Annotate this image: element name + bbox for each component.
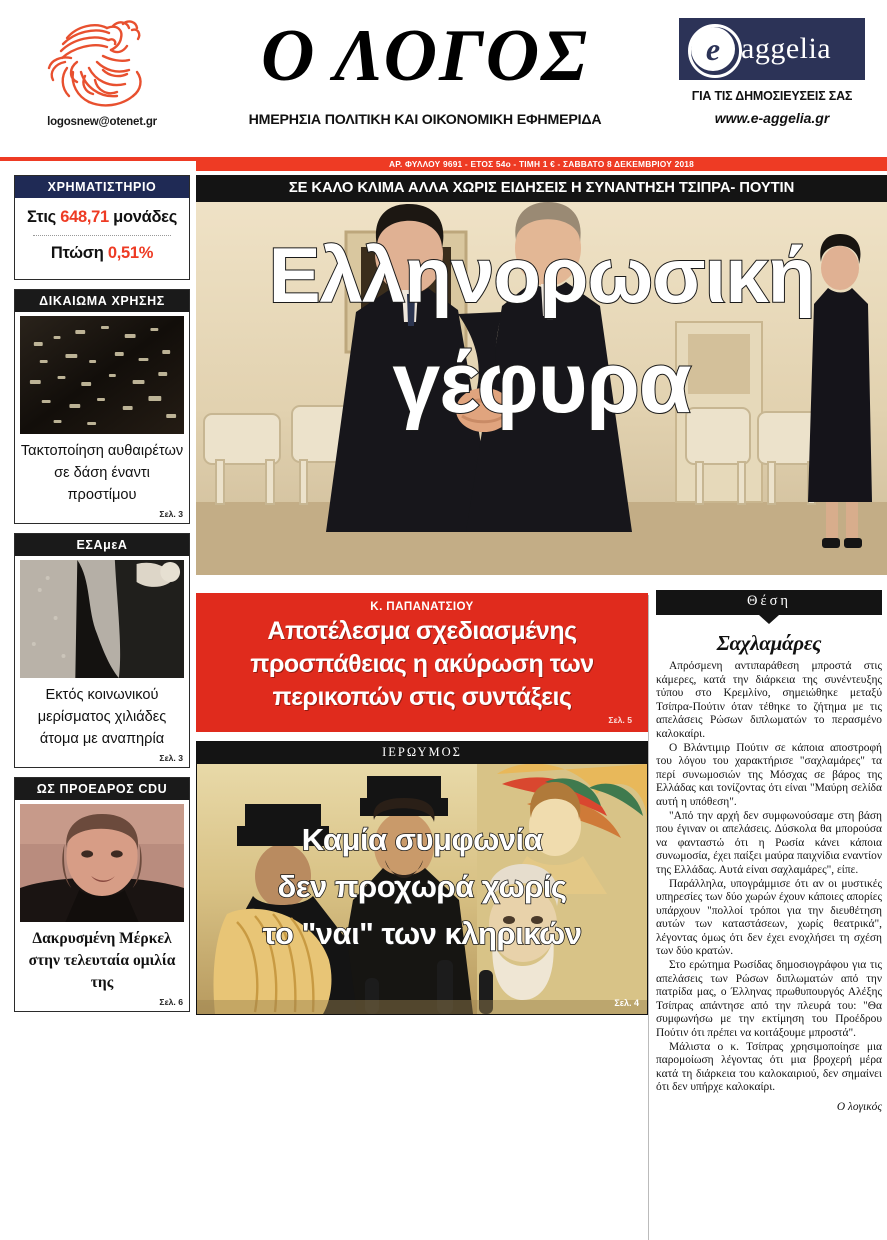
clergy-headline-line3: το "ναι" των κληρικών [262, 916, 582, 951]
opinion-section-header: Θέση [656, 590, 882, 615]
hero-photo-block[interactable] [196, 202, 887, 575]
sidebar-esamea-page-ref: Σελ. 3 [159, 753, 183, 763]
hero-headline-line2: γέφυρα [392, 335, 691, 431]
title-block [195, 14, 655, 128]
sidebar-item-forest[interactable] [14, 289, 190, 524]
sidebar-esamea-caption: Εκτός κοινωνικού μερίσματος χιλιάδες άτομα με αναπηρία [37, 687, 167, 747]
stock-exchange-body [15, 198, 189, 279]
merkel-portrait-photo [20, 804, 184, 922]
pension-kicker: Κ. ΠΑΠΑΝΑΤΣΙΟΥ [370, 600, 474, 613]
datebar-left-stub [0, 157, 196, 161]
clergy-page-ref: Σελ. 4 [614, 998, 639, 1008]
sidebar-merkel-header: ΩΣ ΠΡΟΕΔΡΟΣ CDU [15, 778, 189, 800]
clergy-headline-line2: δεν προχωρά χωρίς [277, 869, 567, 904]
wheelchair-silhouette-photo [20, 560, 184, 678]
sidebar-forest-page-ref: Σελ. 3 [159, 509, 183, 519]
clergy-story-block[interactable] [196, 741, 648, 1015]
stock-change-line [21, 244, 183, 263]
main-content-center [196, 593, 648, 1015]
clergy-kicker: ΙΕΡΩΥΜΟΣ [197, 742, 647, 764]
stock-index-suffix: μονάδες [108, 208, 177, 226]
masthead [0, 0, 887, 155]
opinion-signature: Ο λογικός [836, 1101, 882, 1113]
aggelia-url[interactable]: www.e-aggelia.gr [714, 110, 830, 126]
hero-headline-line1: Ελληνορωσική [268, 231, 815, 319]
logo-email: logosnew@otenet.gr [47, 116, 157, 128]
sidebar-merkel-caption: Δακρυσμένη Μέρκελ στην τελευταία ομιλία της [28, 930, 176, 991]
stock-change-value: 0,51% [107, 244, 154, 262]
paper-subtitle: ΗΜΕΡΗΣΙΑ ΠΟΛΙΤΙΚΗ ΚΑΙ ΟΙΚΟΝΟΜΙΚΗ ΕΦΗΜΕΡΙΔΑ [248, 112, 602, 128]
stock-index-value: 648,71 [60, 208, 109, 226]
opinion-paragraph: Ο Βλάντιμιρ Πούτιν σε κάποια αποστροφή του λόγου του χαρακτήρισε "σαχλαμάρες" τα περί συνωμοσιών της Μόσχας σε βάρος της Ελλάδας και τονίζοντας ότι είναι "Μαύρη σελίδα αυτή η υπόθεση". [656, 741, 882, 808]
stock-exchange-header: ΧΡΗΜΑΤΙΣΤΗΡΙΟ [15, 176, 189, 198]
aggelia-logo [679, 18, 865, 80]
opinion-body [656, 660, 882, 1095]
sidebar-item-esamea[interactable] [14, 533, 190, 768]
opinion-column [656, 590, 882, 1113]
sidebar-forest-caption: Τακτοποίηση αυθαιρέτων σε δάση έναντι προστίμου [20, 443, 184, 503]
aggelia-tagline: ΓΙΑ ΤΙΣ ΔΗΜΟΣΙΕΥΣΕΙΣ ΣΑΣ [691, 89, 853, 103]
aggelia-e-icon: e [691, 27, 735, 71]
hero-headline [196, 231, 887, 431]
opinion-title: Σαχλαμάρες [716, 631, 822, 655]
stock-exchange-card[interactable] [14, 175, 190, 280]
opinion-paragraph: "Από την αρχή δεν συμφωνούσαμε στη βάση που έγιναν οι απελάσεις. Δύσκολα θα μπορούσα να φανταστώ ότι η Ρωσία κάνει κάποια συνωμοσία, έχει παίξει μαύρα παιχνίδια εναντίον της Ελλάδας. Αυτά είναι σαχλαμάρες", είπε. [656, 809, 882, 876]
aggelia-wordmark: aggelia [741, 32, 832, 65]
stock-divider [33, 235, 171, 236]
stock-index-prefix: Στις [26, 208, 61, 226]
sidebar-forest-header: ΔΙΚΑΙΩΜΑ ΧΡΗΣΗΣ [15, 290, 189, 312]
opinion-paragraph: Απρόσμενη αντιπαράθεση μπροστά στις κάμερες, κατά την διάρκεια της συνέντευξης τύπου στο Κρεμλίνο, σημειώθηκε μεταξύ Τσίπρα-Πούτιν όταν τέθηκε το ζήτημα με τις απελάσεις Ρώσων διπλωματών το περασμένο καλοκαίρι. [656, 660, 882, 740]
left-sidebar [14, 175, 190, 1021]
page-body [0, 175, 887, 1113]
clergy-photo [197, 764, 647, 1014]
main-content-wide [196, 175, 887, 575]
opinion-column-rule [648, 595, 649, 1240]
clergy-headline [197, 816, 647, 957]
paper-title: Ο ΛΟΓΟΣ [260, 15, 590, 97]
opinion-paragraph: Παράλληλα, υπογράμμισε ότι αν οι μυστικές υπηρεσίες των δύο χωρών έχουν κάποιες απορίες υπάρχουν "πολλοί τρόποι για την διευθέτηση αυτών των καταστάσεων, χωρίς θεατρικά", λέγοντας όμως ότι δεν έχει ενοχλήσει τη σχέση των δύο κρατών. [656, 877, 882, 958]
sidebar-esamea-header: ΕΣΑμεΑ [15, 534, 189, 556]
clergy-headline-line1: Καμία συμφωνία [301, 822, 543, 857]
sidebar-item-merkel[interactable] [14, 777, 190, 1012]
pension-headline: Αποτέλεσμα σχεδιασμένης προσπάθειας η ακύρωση των περικοπών στις συντάξεις [250, 617, 594, 711]
stock-change-prefix: Πτώση [50, 244, 108, 262]
opinion-paragraph: Στο ερώτημα Ρωσίδας δημοσιογράφου για τις απελάσεις των Ρώσων διπλωματών από την πατρίδα μας, ο Έλληνας πρωθυπουργός Αλέξης Τσίπρας απάντησε από την πλευρά του: "Θα συμφωνήσω με την εκτίμηση του Προέδρου Πούτιν ότι πρέπει να κοιτάξουμε μπροστά". [656, 959, 882, 1040]
aggelia-advert[interactable] [672, 18, 872, 126]
publisher-logo-block [22, 10, 182, 128]
top-story-banner: ΣΕ ΚΑΛΟ ΚΛΙΜΑ ΑΛΛΑ ΧΩΡΙΣ ΕΙΔΗΣΕΙΣ Η ΣΥΝΑΝΤΗΣΗ ΤΣΙΠΡΑ- ΠΟΥΤΙΝ [196, 175, 887, 202]
mother-and-child-logo-icon [37, 10, 167, 115]
forest-night-photo [20, 316, 184, 434]
opinion-paragraph: Μάλιστα ο κ. Τσίπρας χρησιμοποίησε μια παρομοίωση λέγοντας ότι μια βροχερή μέρα κατά τη διάρκεια του καλοκαιριού, δεν σημαίνει ότι δεν υπήρχε καλοκαίρι. [656, 1040, 882, 1094]
issue-date-bar: ΑΡ. ΦΥΛΛΟΥ 9691 - ΕΤΟΣ 54ο - ΤΙΜΗ 1 € - ΣΑΒΒΑΤΟ 8 ΔΕΚΕΜΒΡΙΟΥ 2018 [196, 157, 887, 171]
sidebar-merkel-page-ref: Σελ. 6 [159, 997, 183, 1007]
pension-story-box[interactable] [196, 593, 648, 732]
stock-index-line [21, 208, 183, 227]
pension-page-ref: Σελ. 5 [608, 715, 632, 725]
